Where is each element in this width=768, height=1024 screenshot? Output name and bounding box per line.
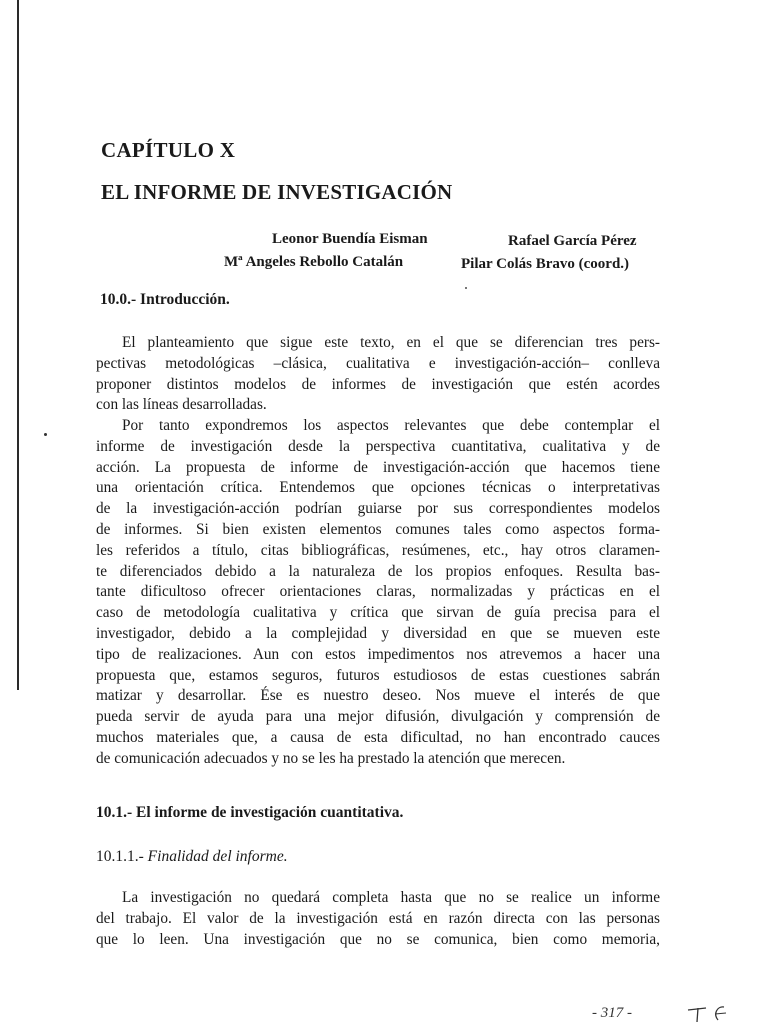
author-angeles-rebollo: Mª Angeles Rebollo Catalán (224, 254, 404, 270)
scan-speck (465, 287, 467, 289)
paragraph-line: Por tanto expondremos los aspectos relevantes que debe contemplar el (122, 417, 660, 434)
paragraph-2 (96, 416, 660, 770)
subsection-title: Finalidad del informe. (147, 848, 288, 865)
paragraph-line: de informes. Si bien existen elementos comunes tales como aspectos forma- (96, 520, 660, 538)
paragraph-line: pueda servir de ayuda para una mejor difusión, divulgación y comprensión de (96, 708, 660, 726)
paragraph-line: propuesta que, estamos seguros, futuros estudiosos de estas cuestiones sabrán (96, 666, 660, 684)
paragraph-line: tipo de realizaciones. Aun con estos impedimentos nos atrevemos a hacer una (96, 645, 660, 663)
paragraph-line: investigador, debido a la complejidad y diversidad en que se mueven este (96, 624, 660, 642)
paragraph-line: matizar y desarrollar. Ése es nuestro deseo. Nos mueve el interés de que (96, 687, 660, 705)
paragraph-line: acción. La propuesta de informe de investigación-acción que hacemos tiene (96, 458, 660, 476)
author-rafael-garcia: Rafael García Pérez (508, 233, 637, 249)
author-pilar-colas: Pilar Colás Bravo (coord.) (461, 256, 630, 272)
paragraph-line: caso de metodología cualitativa y crítica que sirvan de guía precisa para el (96, 604, 660, 622)
paragraph-line: pectivas metodológicas –clásica, cualitativa e investigación-acción– conlleva (96, 354, 660, 372)
paragraph-line: informe de investigación desde la perspectiva cuantitativa, cualitativa y de (96, 437, 660, 455)
paragraph-line: de comunicación adecuados y no se les ha prestado la atención que merecen. (96, 749, 566, 767)
section-heading-introduccion: 10.0.- Introducción. (100, 291, 230, 308)
handwritten-scribble (684, 1000, 744, 1024)
paragraph-line: con las líneas desarrolladas. (96, 396, 267, 414)
section-heading-informe-cuantitativa: 10.1.- El informe de investigación cuantitativa. (96, 804, 404, 821)
paragraph-line: que lo leen. Una investigación que no se comunica, bien como memoria, (96, 930, 660, 948)
subsection-heading (96, 848, 288, 866)
binding-edge-line (17, 0, 19, 690)
paragraph-line: tante dificultoso ofrecer orientaciones claras, normalizadas y prácticas en el (96, 583, 660, 601)
paragraph-line: una orientación crítica. Entendemos que opciones técnicas o interpretativas (96, 479, 660, 497)
binding-mark (44, 433, 47, 436)
subsection-number: 10.1.1.- (96, 848, 148, 865)
paragraph-line: El planteamiento que sigue este texto, en el que se diferencian tres pers- (122, 334, 660, 351)
paragraph-3 (96, 888, 660, 950)
paragraph-line: muchos materiales que, a causa de esta dificultad, no han encontrado cauces (96, 728, 660, 746)
page-number: - 317 - (592, 1005, 632, 1021)
paragraph-1 (96, 333, 660, 416)
paragraph-line: te diferenciados debido a la naturaleza de los propios enfoques. Resulta bas- (96, 562, 660, 580)
paragraph-line: les referidos a título, citas bibliográficas, resúmenes, etc., hay otros claramen- (96, 541, 660, 559)
chapter-label: CAPÍTULO X (101, 138, 236, 162)
paragraph-line: La investigación no quedará completa hasta que no se realice un informe (122, 889, 660, 906)
author-leonor-buendia: Leonor Buendía Eisman (272, 231, 428, 247)
paragraph-line: proponer distintos modelos de informes de investigación que estén acordes (96, 375, 660, 393)
chapter-title: EL INFORME DE INVESTIGACIÓN (101, 180, 453, 204)
paragraph-line: de la investigación-acción podrían guiarse por sus correspondientes modelos (96, 500, 660, 518)
paragraph-line: del trabajo. El valor de la investigación está en razón directa con las personas (96, 909, 660, 927)
